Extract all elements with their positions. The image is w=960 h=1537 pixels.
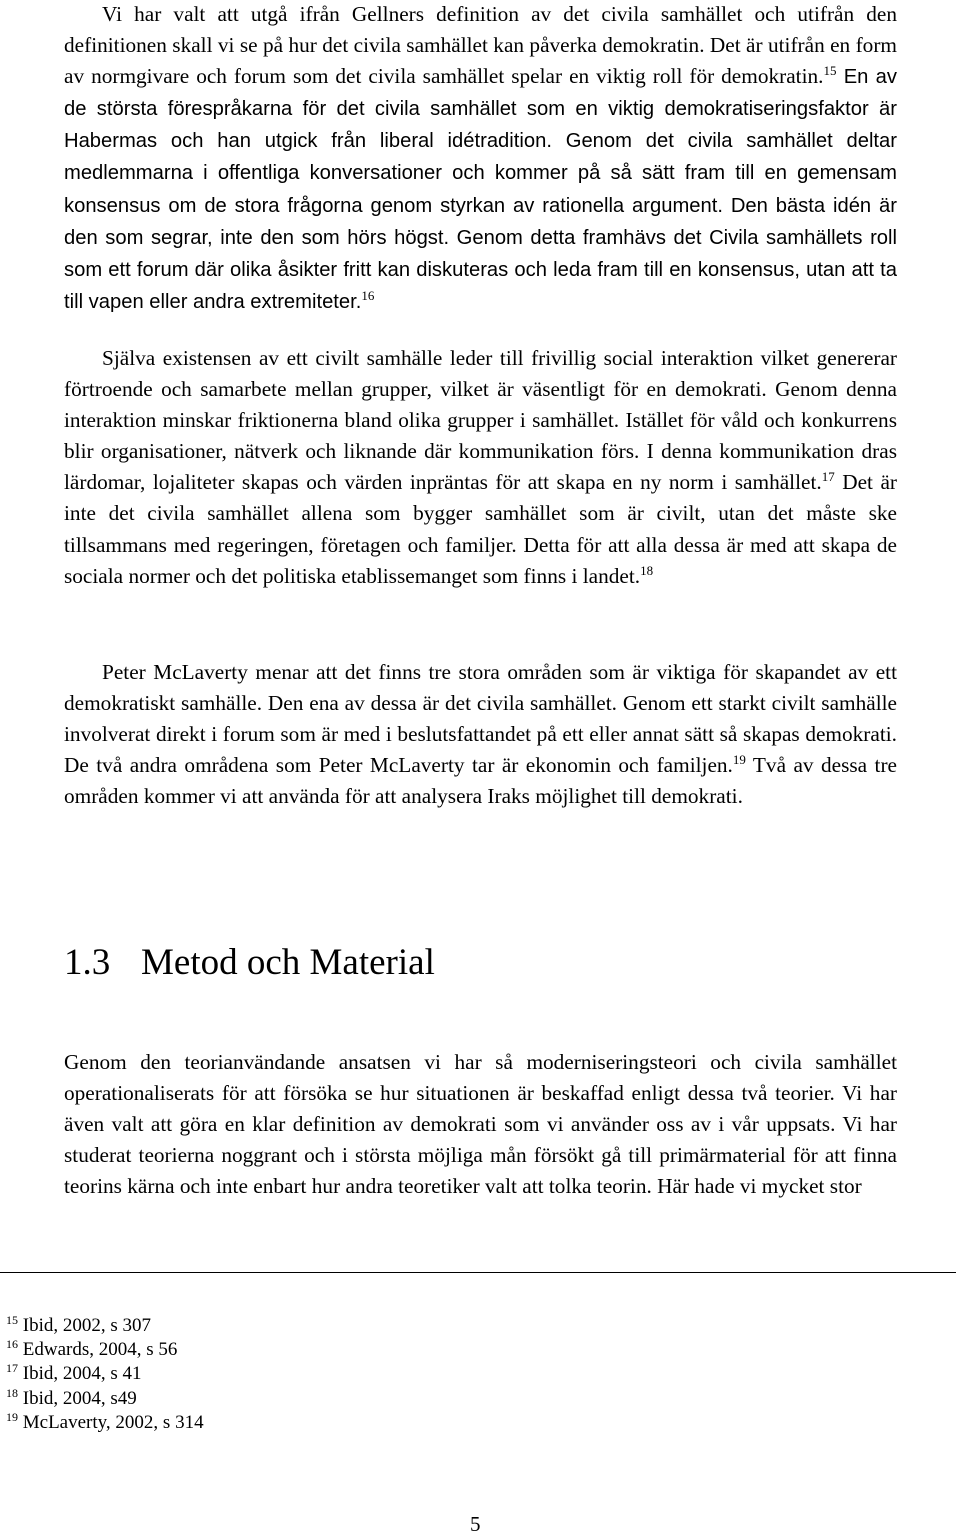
paragraph-gellner	[64, 0, 897, 318]
paragraph-text: Genom den teorianvändande ansatsen vi har så moderniseringsteori och civila samhället operationaliserats för att försöka se hur situationen är beskaffad enligt dessa två teorier. Vi har även valt att göra en klar definition av demokrati som vi använder oss av i vår uppsats. Vi har studerat teorierna noggrant och i största möjliga mån försökt gå till primärmaterial för att finna teorins kärna och inte enbart hur andra teoretiker valt att tolka teorin. Här hade vi mycket stor	[64, 1050, 897, 1199]
footnote-text: Ibid, 2004, s 41	[22, 1363, 142, 1385]
paragraph-text: Genom det civila samhället deltar medlemmarna i offentliga konversationer och kommer på så sätt fram till en gemensam konsensus om de stora frågorna genom styrkan av rationella argument. Den bästa idén är den som segrar, inte den som hörs högst. Genom detta framhävs det Civila samhällets roll som ett forum där olika åsikter fritt kan diskuteras och leda fram till en konsensus, utan att ta till vapen eller andra extremiteter.	[64, 130, 897, 313]
footnote-number: 19	[6, 1409, 18, 1424]
footnote-item	[6, 1338, 204, 1362]
footnote-number: 18	[6, 1385, 18, 1400]
section-number: 1.3	[64, 942, 111, 983]
paragraph-civil-society	[64, 343, 897, 592]
footnote-item	[6, 1411, 204, 1435]
paragraph-text: Det är inte det civila samhället allena som bygger samhället som är civilt, utan det måste ske tillsammans med regeringen, företagen och familjer. Detta för att alla dessa är med att skapa de sociala normer och det politiska etablissemanget som finns i landet.	[64, 470, 897, 588]
footnote-text: Ibid, 2002, s 307	[22, 1315, 151, 1336]
footnote-text: Edwards, 2004, s 56	[22, 1339, 178, 1361]
paragraph-mclaverty	[64, 657, 897, 812]
footnote-ref-17[interactable]: 17	[821, 469, 835, 485]
section-heading	[64, 938, 435, 988]
footnote-ref-18[interactable]: 18	[640, 562, 654, 578]
paragraph-text: Vi har valt att utgå ifrån Gellners definition av det civila samhället och utifrån den definitionen skall vi se på hur det civila samhället kan påverka demokratin. Det är utifrån en form av normgivare och forum som det civila samhället spelar en viktig roll för demokratin.	[64, 2, 897, 89]
paragraph-text: Peter McLaverty menar att det finns tre stora områden som är viktiga för skapandet av ett demokratiskt samhälle. Den ena av dessa är det civila samhället. Genom ett starkt civilt samhälle involverat direkt i forum som är med i beslutsfattandet på ett eller annat sätt så skapas demokrati. De två andra områdena som Peter McLaverty tar är ekonomin och familjen.	[64, 660, 897, 778]
footnote-number: 15	[6, 1313, 18, 1327]
paragraph-text: Själva existensen av ett civilt samhälle leder till frivillig social interaktion vilket genererar förtroende och samarbete mellan grupper, vilket är väsentligt för en demokrati. Genom denna interaktion minskar friktionerna bland olika grupper i samhället. Istället för våld och konkurrens blir organisationer, nätverk och liknande där kommunikation förs. I denna kommunikation dras lärdomar, lojaliteter skapas och värden inpräntas för att skapa en ny norm i samhället.	[64, 346, 897, 495]
footnote-ref-16[interactable]: 16	[361, 287, 375, 303]
footnote-item	[6, 1387, 204, 1411]
footnote-ref-15[interactable]: 15	[823, 63, 837, 79]
footnote-number: 16	[6, 1337, 18, 1352]
footnote-ref-19[interactable]: 19	[732, 752, 746, 768]
section-title: Metod och Material	[141, 942, 435, 983]
page-number: 5	[470, 1512, 481, 1536]
footnote-item	[6, 1362, 204, 1386]
paragraph-text: En av de största förespråkarna för det civila samhället som en viktig demokratiseringsfaktor är Habermas och han utgick från liberal idétradition.	[64, 66, 897, 153]
footnote-divider	[0, 1272, 956, 1273]
paragraph-text: Två av dessa tre områden kommer vi att använda för att analysera Iraks möjlighet till demokrati.	[64, 753, 897, 809]
footnote-item	[6, 1314, 204, 1338]
footnote-text: Ibid, 2004, s49	[22, 1387, 137, 1409]
footnotes	[6, 1314, 204, 1435]
paragraph-method	[64, 1047, 897, 1202]
footnote-number: 17	[6, 1361, 18, 1376]
footnote-text: McLaverty, 2002, s 314	[22, 1411, 204, 1433]
